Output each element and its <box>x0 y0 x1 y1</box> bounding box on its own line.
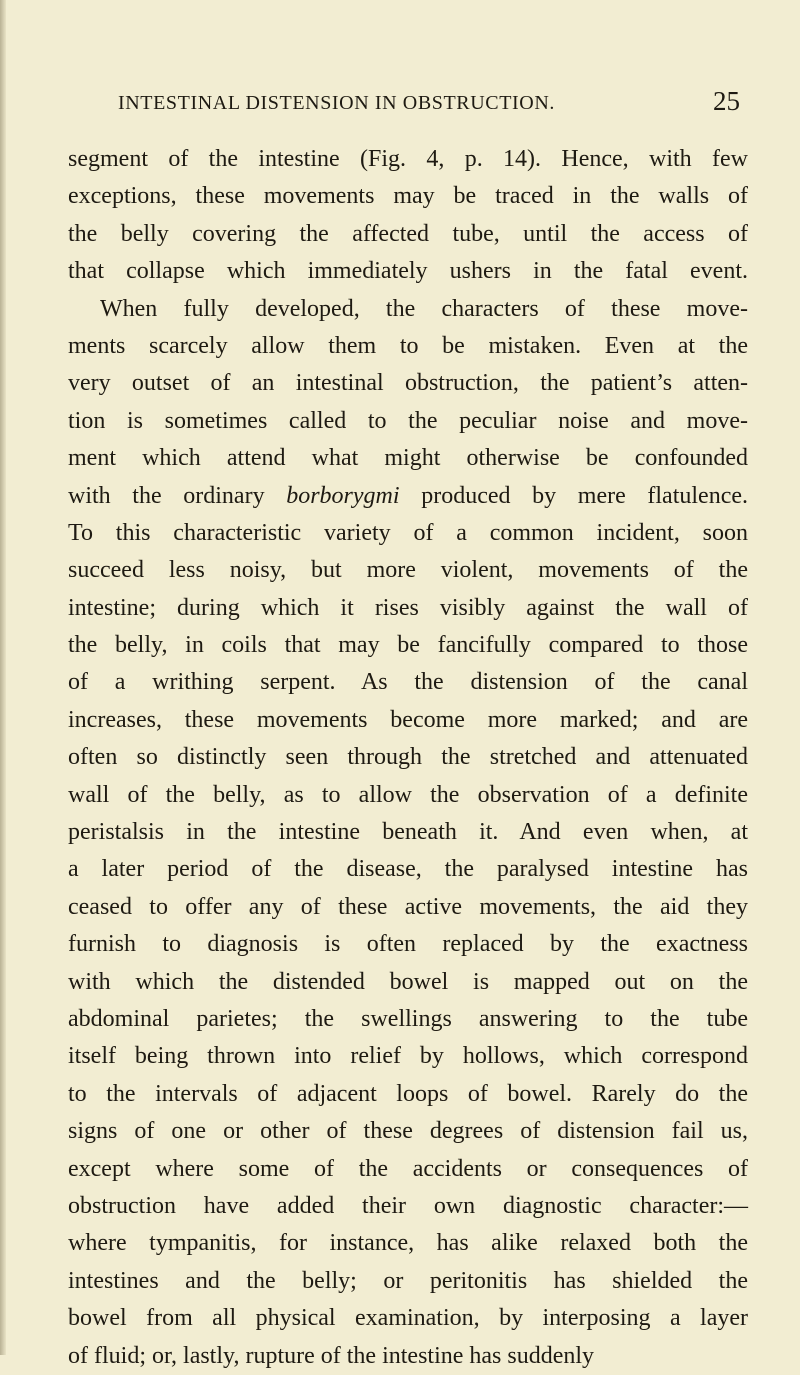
text-line <box>68 478 748 515</box>
text-line: signs of one or other of these degrees of distension fail us, <box>68 1118 748 1145</box>
text-line: When fully developed, the characters of these move- <box>100 295 748 322</box>
text-line: exceptions, these movements may be traced in the walls of <box>68 183 748 210</box>
text-line: increases, these movements become more marked; and are <box>68 706 748 733</box>
text-line: intestine; during which it rises visibly against the wall of <box>68 594 748 621</box>
text-line: peristalsis in the intestine beneath it. And even when, at <box>68 819 748 846</box>
italic-term: borborygmi <box>286 482 400 509</box>
running-head: INTESTINAL DISTENSION IN OBSTRUCTION. <box>118 92 555 114</box>
page-header <box>118 86 740 128</box>
text-run: produced by mere flatulence. <box>399 482 748 509</box>
text-line: except where some of the accidents or consequences of <box>68 1155 748 1182</box>
text-run: with the ordinary <box>68 482 287 509</box>
text-line: intestines and the belly; or peritonitis has shielded the <box>68 1267 748 1294</box>
page-number: 25 <box>713 86 740 116</box>
text-line: wall of the belly, as to allow the observation of a definite <box>68 781 748 808</box>
text-line: bowel from all physical examination, by interposing a layer <box>68 1305 748 1332</box>
text-line: with which the distended bowel is mapped out on the <box>68 968 748 995</box>
text-line: ceased to offer any of these active movements, the aid they <box>68 893 748 920</box>
text-line: itself being thrown into relief by hollows, which correspond <box>68 1043 748 1070</box>
text-line: often so distinctly seen through the stretched and attenuated <box>68 744 748 771</box>
text-line: a later period of the disease, the paralysed intestine has <box>68 856 748 883</box>
text-line: the belly covering the affected tube, until the access of <box>68 220 748 247</box>
text-line: very outset of an intestinal obstruction, the patient’s atten- <box>68 370 748 397</box>
page-binding-edge <box>0 0 6 1355</box>
text-line: where tympanitis, for instance, has alike relaxed both the <box>68 1230 748 1257</box>
text-line: that collapse which immediately ushers in the fatal event. <box>68 258 748 285</box>
text-line: ment which attend what might otherwise be confounded <box>68 445 748 472</box>
text-line: segment of the intestine (Fig. 4, p. 14). Hence, with few <box>68 146 748 172</box>
text-line: of fluid; or, lastly, rupture of the intestine has suddenly <box>68 1342 595 1369</box>
text-line: ments scarcely allow them to be mistaken. Even at the <box>68 332 748 359</box>
text-line: To this characteristic variety of a common incident, soon <box>68 519 748 546</box>
text-line: obstruction have added their own diagnostic character:— <box>68 1192 748 1219</box>
text-line: abdominal parietes; the swellings answering to the tube <box>68 1005 748 1032</box>
text-line: to the intervals of adjacent loops of bowel. Rarely do the <box>68 1080 748 1107</box>
text-line: the belly, in coils that may be fancifully compared to those <box>68 632 748 659</box>
text-line: furnish to diagnosis is often replaced by the exactness <box>68 931 748 958</box>
text-line: tion is sometimes called to the peculiar noise and move- <box>68 407 748 434</box>
body-text <box>68 141 748 1375</box>
text-line: succeed less noisy, but more violent, movements of the <box>68 557 748 584</box>
text-line: of a writhing serpent. As the distension of the canal <box>68 669 748 696</box>
